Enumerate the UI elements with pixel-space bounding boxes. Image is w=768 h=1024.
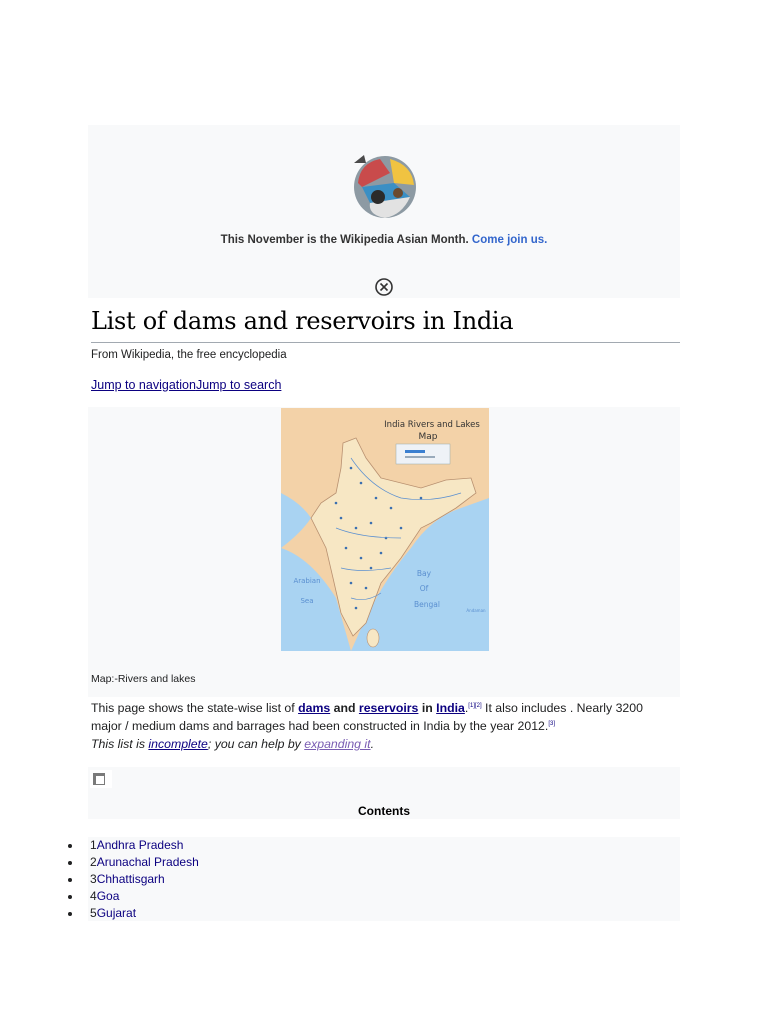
page-title: List of dams and reservoirs in India [91,307,680,343]
toc-item-number: 5 [90,906,97,920]
toc-item[interactable] [68,888,199,905]
citation-1-2[interactable]: [1][2] [468,703,482,709]
toc-item-link[interactable]: Chhattisgarh [96,872,165,886]
intro-and: and [330,701,359,716]
toc-item-number: 4 [90,889,97,903]
map-label-bay: Bay [416,569,432,578]
citation-3[interactable]: [3] [548,721,555,728]
toc-title: Contents [358,804,410,818]
toc-item-number: 2 [90,855,97,869]
toc-item[interactable] [68,871,199,888]
map-figure [88,407,680,697]
map-title-line1: India Rivers and Lakes [384,420,480,430]
intro-text: This page shows the state-wise list of [91,701,299,716]
intro-period: . [464,701,469,716]
incomplete-link[interactable]: incomplete [148,737,208,751]
banner-message-text: This November is the Wikipedia Asian Month. [220,234,469,246]
intro-in: in [418,701,437,716]
intro-paragraph [91,698,671,734]
india-link[interactable]: India [436,701,465,716]
map-label-arabian: Arabian [293,577,321,585]
map-label-andaman: Andaman [466,608,486,613]
jump-to-search-link[interactable]: Jump to search [195,378,282,392]
toc-item[interactable] [68,905,199,922]
notice-text: This list is [91,737,149,751]
close-icon[interactable] [375,278,393,296]
toc-item-number: 3 [90,872,97,886]
map-label-of: Of [419,584,429,593]
map-caption: Map:-Rivers and lakes [91,673,196,685]
expanding-it-link[interactable]: expanding it [304,737,371,751]
intro-text-2: It also includes . Nearly 3200 major / medium dams and barrages had been constructed in India by the year 2012. [91,701,643,734]
banner-join-link[interactable]: Come join us. [471,234,548,246]
map-label-sea: Sea [300,597,314,605]
toc-item[interactable] [68,837,199,854]
notice-text-2: ; you can help by [207,737,305,751]
reservoirs-link[interactable]: reservoirs [358,701,419,716]
toc-toggle-icon [93,773,105,785]
india-rivers-lakes-map[interactable] [281,408,489,651]
toc-toggle-checkbox[interactable] [90,770,112,788]
map-label-bengal: Bengal [414,600,440,609]
banner-message [88,234,680,246]
toc-item-link[interactable]: Arunachal Pradesh [96,855,199,869]
jump-to-navigation-link[interactable]: Jump to navigation [91,378,196,392]
toc-item-link[interactable]: Gujarat [96,906,137,920]
wikipedia-asian-month-logo [350,153,420,221]
site-tagline: From Wikipedia, the free encyclopedia [91,349,287,361]
toc-item[interactable] [68,854,199,871]
notice-text-3: . [370,737,374,751]
centralnotice-banner [88,125,680,298]
toc [88,767,680,819]
toc-item-number: 1 [90,838,97,852]
toc-list [68,837,199,922]
dams-link[interactable]: dams [298,701,331,716]
map-title-line2: Map [418,432,438,442]
toc-item-link[interactable]: Andhra Pradesh [96,838,184,852]
incomplete-list-notice [91,737,374,751]
toc-item-link[interactable]: Goa [96,889,120,903]
jump-links [91,378,281,392]
